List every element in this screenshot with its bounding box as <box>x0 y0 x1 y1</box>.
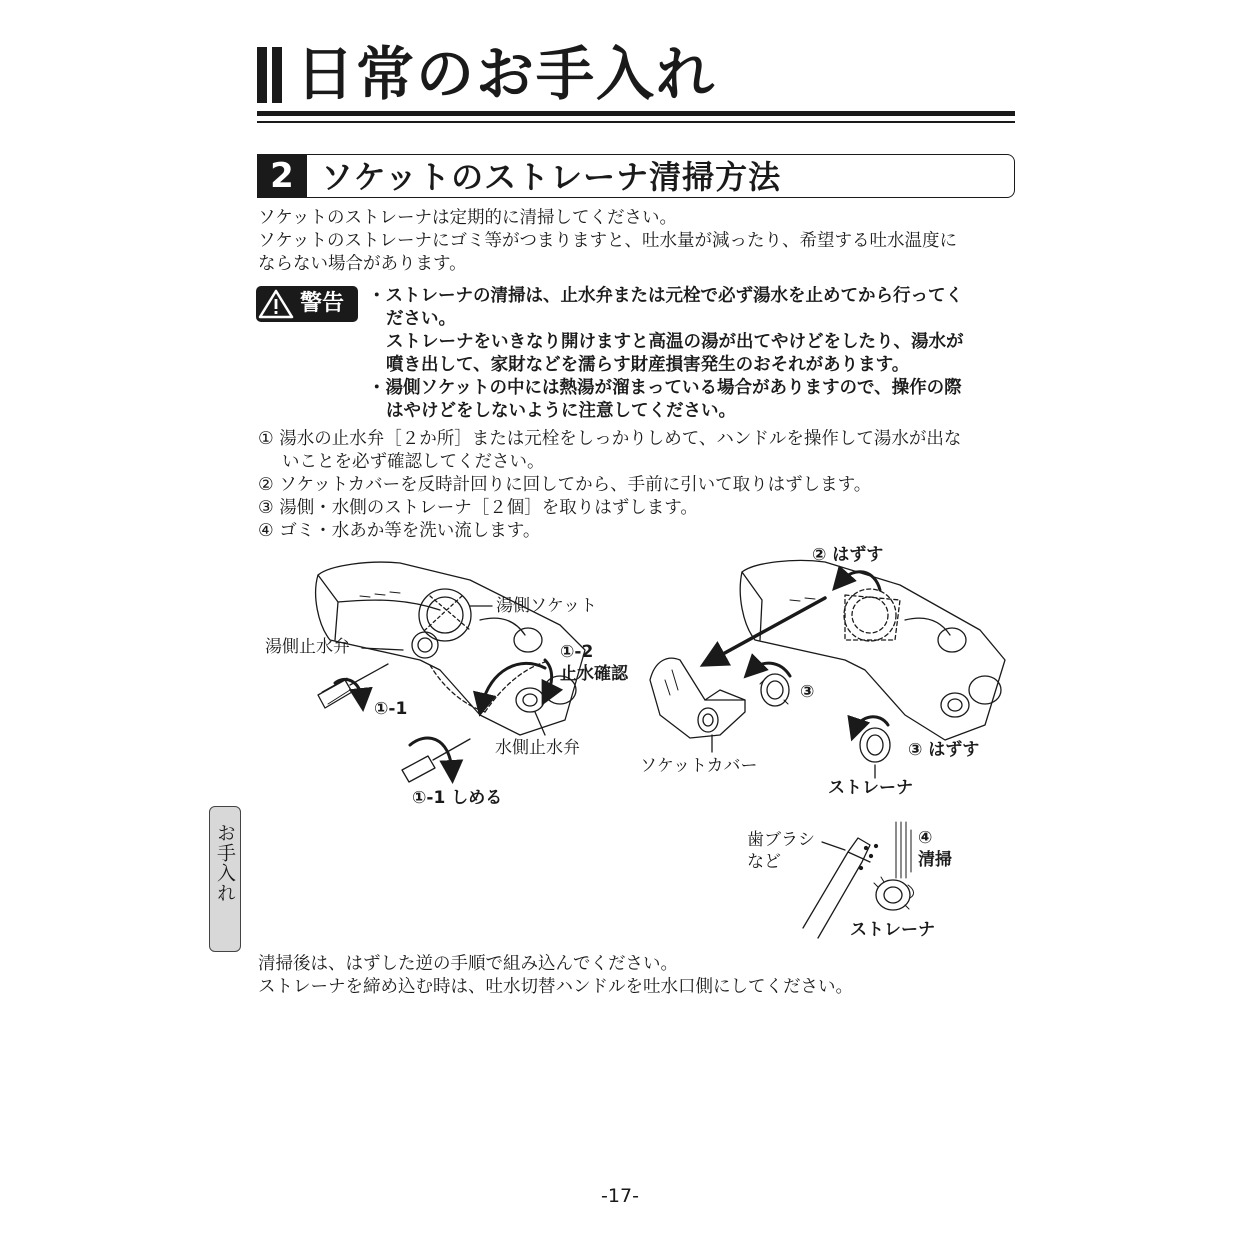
section-title: ソケットのストレーナ清掃方法 <box>321 158 782 196</box>
side-tab <box>209 806 241 952</box>
step-line: ① 湯水の止水弁［２か所］または元栓をしっかりしめて、ハンドルを操作して湯水が出な <box>258 429 962 449</box>
warning-line: ださい。 <box>386 309 456 329</box>
label-cleaning: 清掃 <box>918 850 952 870</box>
label-step-3-remove: ③ はずす <box>908 740 980 760</box>
after-line: ストレーナを締め込む時は、吐水切替ハンドルを吐水口側にしてください。 <box>258 977 853 997</box>
page-title: 日常のお手入れ <box>296 40 717 108</box>
intro-line: ソケットのストレーナは定期的に清掃してください。 <box>258 208 677 228</box>
after-line: 清掃後は、はずした逆の手順で組み込んでください。 <box>258 954 678 974</box>
step-line: ② ソケットカバーを反時計回りに回してから、手前に引いて取りはずします。 <box>258 475 872 495</box>
label-step-1-2: ①-2 <box>560 642 594 662</box>
warning-line: 噴き出して、家財などを濡らす財産損害発生のおそれがあります。 <box>386 355 910 375</box>
label-step-1-1-close: ①-1 しめる <box>412 788 503 808</box>
warning-line: はやけどをしないように注意してください。 <box>386 401 736 421</box>
step-line: ③ 湯側・水側のストレーナ［２個］を取りはずします。 <box>258 498 698 518</box>
label-step-4: ④ <box>918 828 933 848</box>
label-strainer: ストレーナ <box>828 778 913 798</box>
page-number: -17- <box>601 1185 639 1207</box>
intro-line: ソケットのストレーナにゴミ等がつまりますと、吐水量が減ったり、希望する吐水温度に <box>258 231 957 251</box>
label-socket-cover: ソケットカバー <box>640 756 758 776</box>
label-hot-valve: 湯側止水弁 <box>265 637 350 657</box>
side-tab-label: お手入れ <box>214 823 236 903</box>
warning-line: ・湯側ソケットの中には熱湯が溜まっている場合がありますので、操作の際 <box>368 378 962 398</box>
label-step-1-1: ①-1 <box>374 699 408 719</box>
label-step-3: ③ <box>800 682 815 702</box>
label-step-2-remove: ② はずす <box>812 545 884 565</box>
label-toothbrush-etc: など <box>747 852 781 872</box>
label-toothbrush: 歯ブラシ <box>747 830 815 850</box>
warning-label: 警告 <box>300 291 345 316</box>
warning-line: ストレーナをいきなり開けますと高温の湯が出てやけどをしたり、湯水が <box>386 332 964 352</box>
label-cold-valve: 水側止水弁 <box>495 738 580 758</box>
label-hot-socket: 湯側ソケット <box>496 596 597 616</box>
intro-line: ならない場合があります。 <box>258 254 467 274</box>
label-strainer-2: ストレーナ <box>850 920 935 940</box>
warning-line: ・ストレーナの清掃は、止水弁または元栓で必ず湯水を止めてから行ってく <box>368 286 963 306</box>
label-water-check: 止水確認 <box>560 664 628 684</box>
section-number: 2 <box>257 154 307 198</box>
step-line: ④ ゴミ・水あか等を洗い流します。 <box>258 521 541 541</box>
step-line: いことを必ず確認してください。 <box>282 452 545 472</box>
